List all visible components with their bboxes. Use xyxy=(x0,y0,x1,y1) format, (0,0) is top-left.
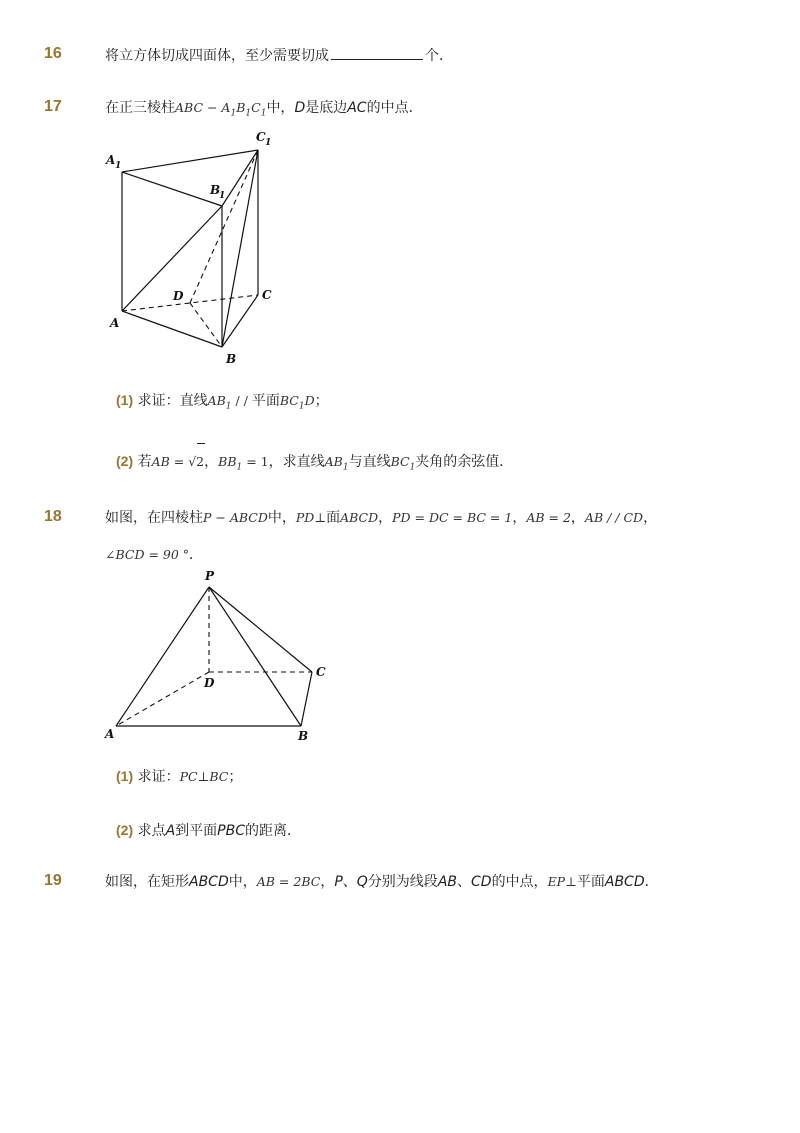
q18-stem-b: 中， xyxy=(267,510,296,526)
q17-part-1-end: ； xyxy=(314,393,329,409)
q18-point-a: A xyxy=(165,823,176,839)
q16-text-b: 个． xyxy=(425,48,453,64)
q19-a: 如图，在矩形 xyxy=(105,874,189,890)
q18-part-2 xyxy=(116,820,301,841)
q18-plane-pbc: PBC xyxy=(217,823,245,839)
q19-sep-1: ， xyxy=(320,874,335,890)
q18-sep-2: ， xyxy=(512,510,527,526)
q19-ab: AB xyxy=(437,874,457,890)
q19-abcd: ABCD xyxy=(189,874,229,890)
label-d: D xyxy=(173,289,184,303)
q19-dun-2: 、 xyxy=(457,874,471,890)
perp-sign: ⊥ xyxy=(565,874,577,889)
label-b: B xyxy=(298,729,309,743)
q19-p: P xyxy=(334,874,343,890)
q17-part-2-c: 与直线 xyxy=(348,454,391,470)
q19-e: 平面 xyxy=(576,874,605,890)
q17-part-1 xyxy=(116,390,329,417)
q18-pd: PD xyxy=(295,510,315,525)
perp-sign: ⊥ xyxy=(197,769,210,784)
q19-q: Q xyxy=(356,874,368,890)
question-number-19: 19 xyxy=(44,872,62,889)
label-a: A xyxy=(105,727,115,741)
label-b1: B xyxy=(210,183,221,197)
question-number-16: 16 xyxy=(44,45,62,62)
q19-d: 的中点， xyxy=(491,874,548,890)
q17-part-1-number: (1) xyxy=(116,392,134,408)
question-number-17: 17 xyxy=(44,98,62,115)
label-a1-sub: 1 xyxy=(115,161,122,171)
perp-sign: ⊥ xyxy=(314,510,327,525)
q17-part-2-b: ，求直线 xyxy=(268,454,325,470)
q18-part-1-a: 求证： xyxy=(137,769,180,785)
q18-pc: PC xyxy=(179,769,198,784)
q17-part-2-ab: AB xyxy=(151,454,170,469)
q17-part-1-b: 平面 xyxy=(251,393,280,409)
prism-figure xyxy=(100,128,290,373)
q19-ep: EP xyxy=(547,874,566,889)
q17-part-2-bc1: $BC_1$ xyxy=(390,454,416,473)
q17-part-2 xyxy=(116,451,513,478)
label-c1-sub: 1 xyxy=(265,138,272,148)
q17-part-2-eq1: = 1 xyxy=(242,454,269,469)
q19-dun-1: 、 xyxy=(342,874,357,890)
q18-parallel: AB / / CD xyxy=(584,510,644,525)
q18-period: ． xyxy=(189,547,204,563)
q18-pyramid-name: P − ABCD xyxy=(203,510,268,525)
q18-sep-4: ， xyxy=(643,510,658,526)
label-b1-sub: 1 xyxy=(219,191,226,201)
answer-blank xyxy=(331,45,423,60)
q18-part-1-end: ； xyxy=(228,769,243,785)
pyramid-figure xyxy=(100,568,340,748)
q19-end: ． xyxy=(644,874,659,890)
q18-lengths: PD = DC = BC = 1 xyxy=(392,510,513,525)
q17-stem-d: 的中点． xyxy=(366,100,423,116)
q17-part-1-a: 求证：直线 xyxy=(137,393,208,409)
q18-part-1 xyxy=(116,766,242,787)
q19-abcd-2: ABCD xyxy=(604,874,645,890)
q17-part-2-number: (2) xyxy=(116,453,134,469)
q18-angle: ∠BCD = 90 ° xyxy=(105,547,190,562)
q17-part-2-ab1: $AB_1$ xyxy=(324,454,349,473)
q17-prism-name: ABC − $A_1B_1C_1$ xyxy=(175,100,267,119)
q17-point-d: D xyxy=(294,100,306,116)
q18-part-2-a: 求点 xyxy=(137,823,166,839)
q17-stem-c: 是底边 xyxy=(305,100,348,116)
q18-stem-a: 如图，在四棱柱 xyxy=(105,510,203,526)
q18-bc: BC xyxy=(209,769,229,784)
q16-text-a: 将立方体切成四面体，至少需要切成 xyxy=(105,48,329,64)
q18-part-2-c: 的距离． xyxy=(244,823,301,839)
q17-stem-a: 在正三棱柱 xyxy=(105,100,175,116)
question-18-stem xyxy=(105,508,657,528)
q19-eq: AB = 2BC xyxy=(256,874,321,889)
q17-stem-b: 中， xyxy=(266,100,295,116)
question-16-text xyxy=(105,45,453,66)
q18-part-2-number: (2) xyxy=(116,822,134,838)
q19-b: 中， xyxy=(228,874,257,890)
q17-part-2-sep: ， xyxy=(204,454,219,470)
question-18-angle xyxy=(105,545,203,565)
label-c1: C xyxy=(256,130,266,144)
label-a1: A xyxy=(106,153,116,167)
q17-part-2-d: 夹角的余弦值． xyxy=(415,454,514,470)
q17-parallel-sign: / / xyxy=(231,393,252,408)
q17-part-2-a: 若 xyxy=(137,454,152,470)
q18-abcd: ABCD xyxy=(340,510,379,525)
q18-part-2-b: 到平面 xyxy=(175,823,218,839)
label-d: D xyxy=(204,676,215,690)
q17-part-2-eq: = xyxy=(169,454,189,469)
question-17-stem xyxy=(105,98,423,124)
q17-part-1-bc1d: $BC_1D$ xyxy=(279,393,315,412)
question-19-stem xyxy=(105,872,659,892)
label-c: C xyxy=(316,665,326,679)
q19-c: 分别为线段 xyxy=(367,874,438,890)
label-p: P xyxy=(205,569,215,583)
q18-sep-3: ， xyxy=(570,510,585,526)
q17-edge-ac: AC xyxy=(347,100,367,116)
sqrt-two: √2 xyxy=(188,452,204,472)
label-a: A xyxy=(110,316,120,330)
label-c: C xyxy=(262,288,272,302)
q17-part-2-bb1: $BB_1$ xyxy=(218,454,243,473)
question-number-18: 18 xyxy=(44,508,62,525)
q18-part-1-number: (1) xyxy=(116,768,134,784)
q18-sep-1: ， xyxy=(378,510,393,526)
q18-ab-length: AB = 2 xyxy=(526,510,571,525)
q17-part-1-ab1: $AB_1$ xyxy=(207,393,232,412)
label-b: B xyxy=(226,352,237,366)
q18-face: 面 xyxy=(326,510,341,526)
q19-cd: CD xyxy=(471,874,492,890)
